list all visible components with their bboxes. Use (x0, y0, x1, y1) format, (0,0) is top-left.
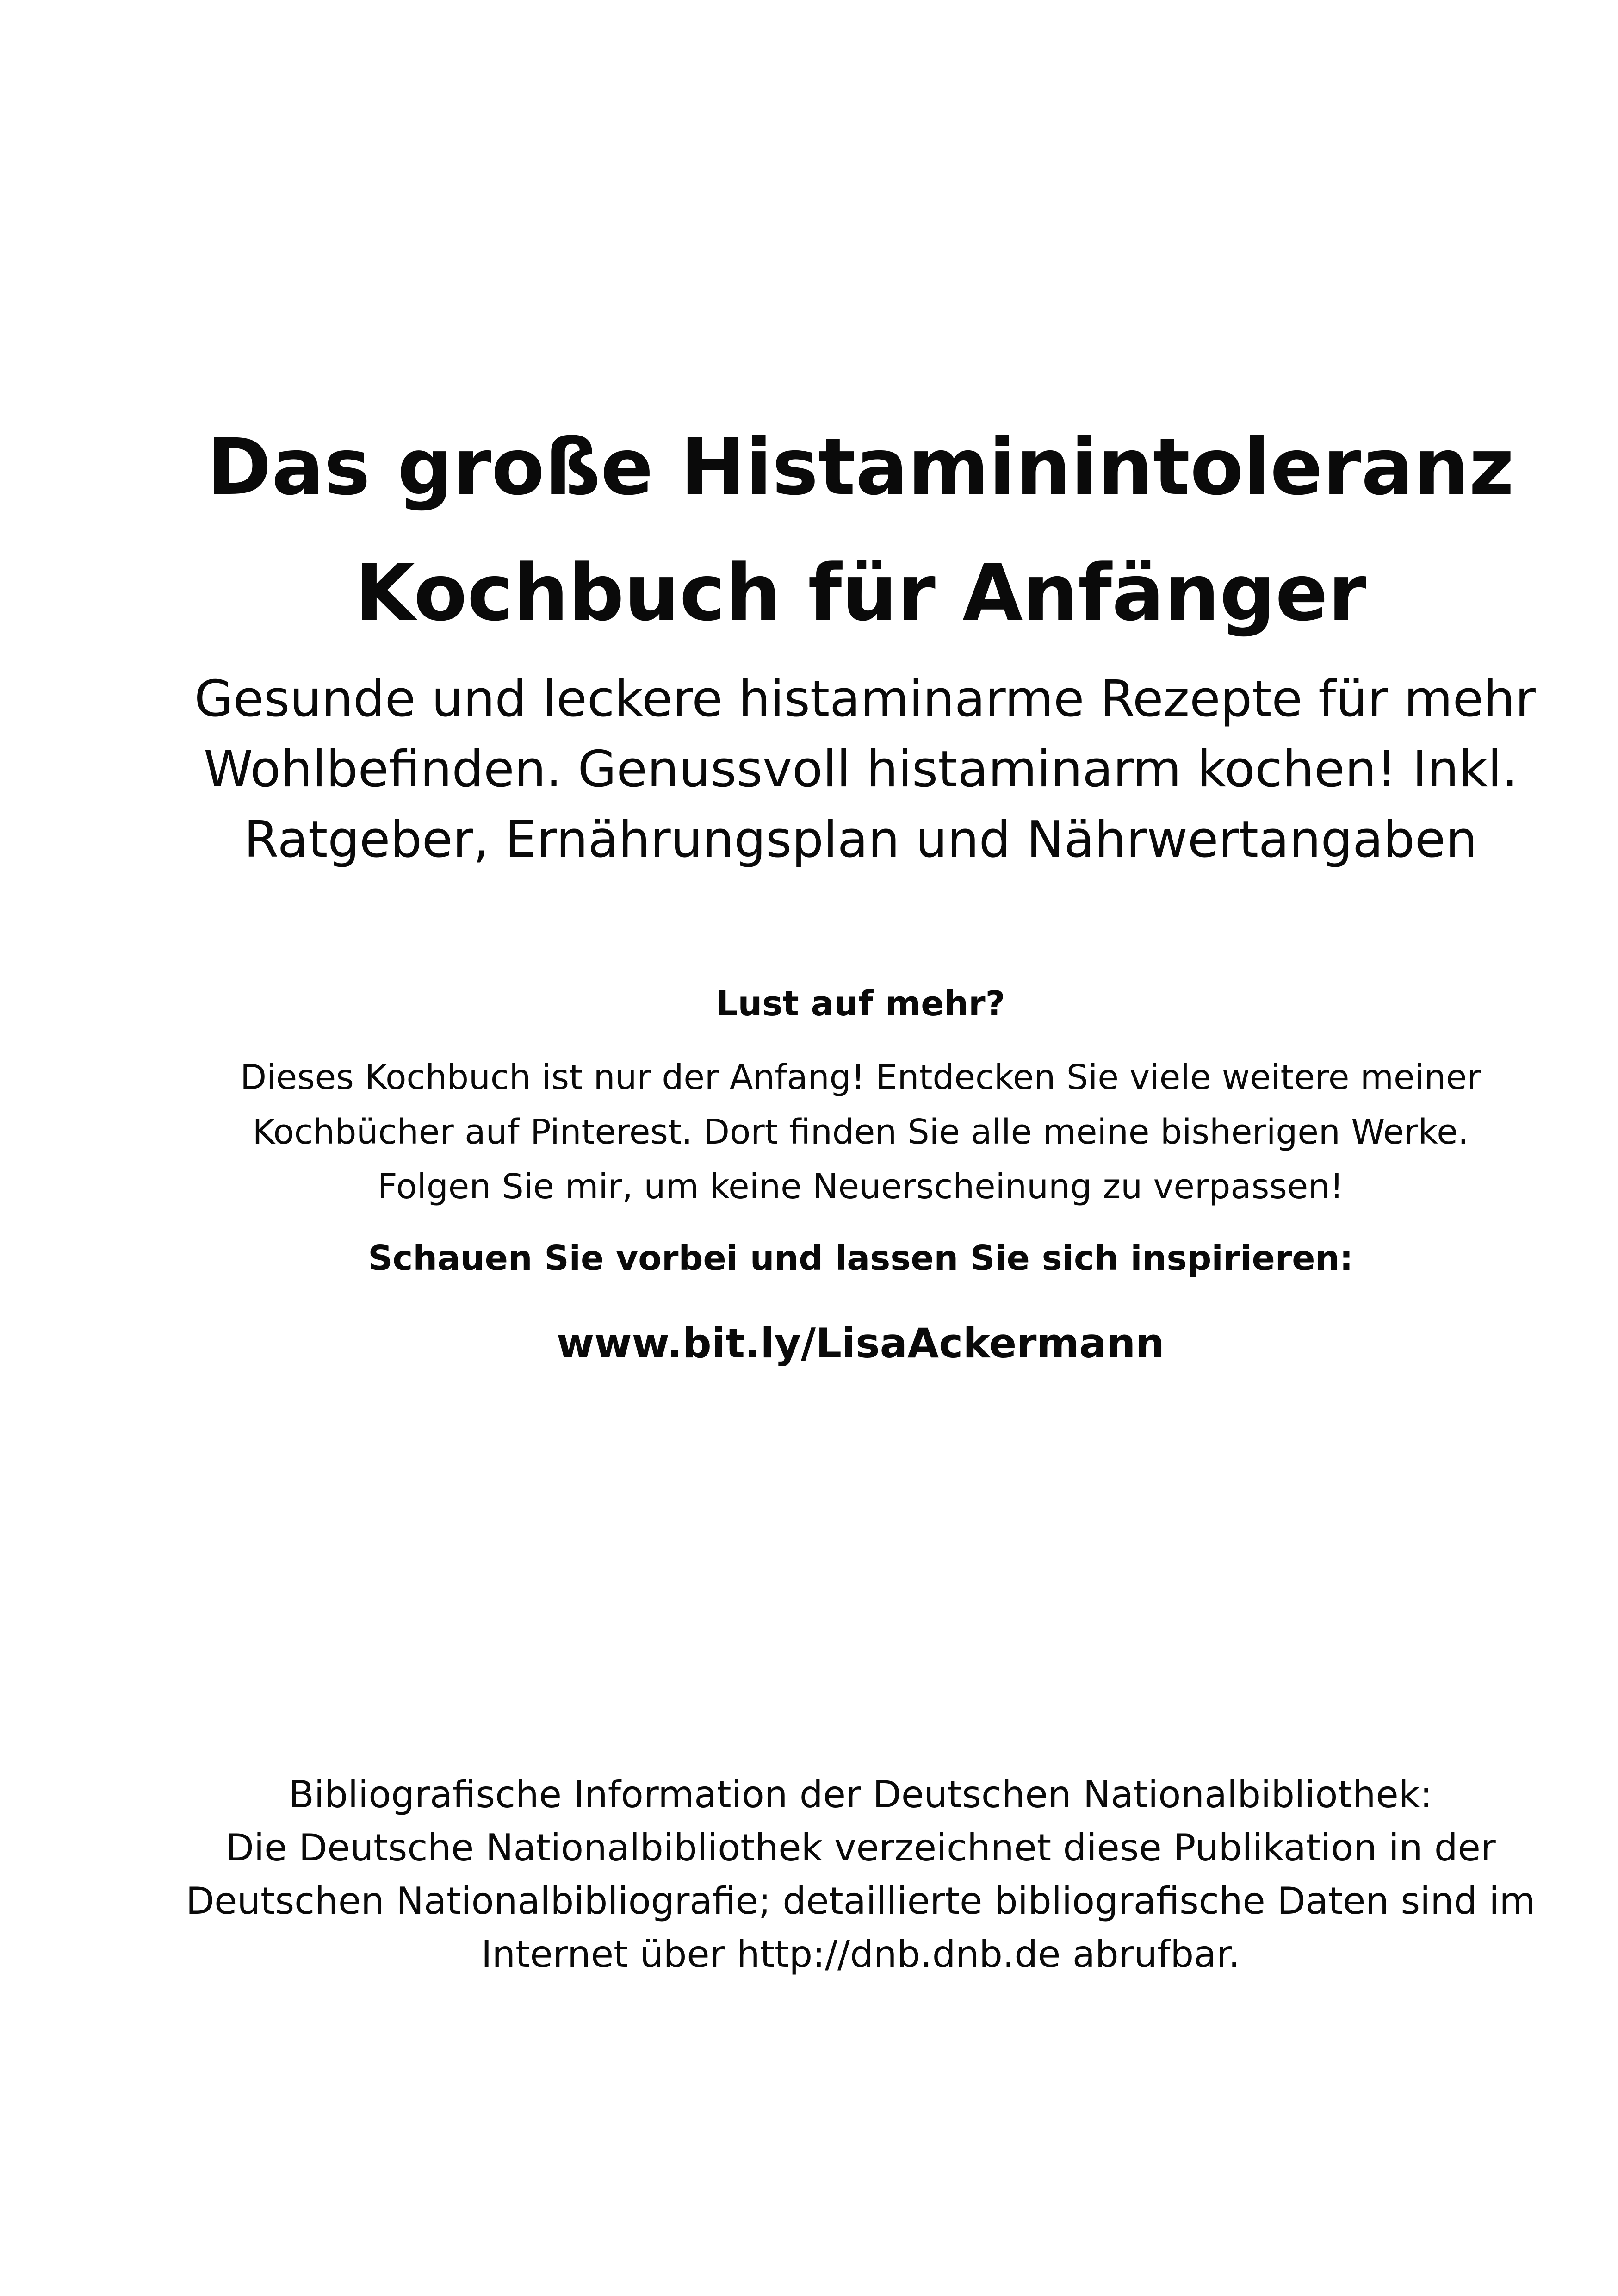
bibliographic-line-2: Die Deutsche Nationalbibliothek verzeichnet diese Publikation in der (225, 1826, 1496, 1869)
promo-heading: Lust auf mehr? (716, 984, 1005, 1024)
promo-text-line-3: Folgen Sie mir, um keine Neuerscheinung zu verpassen! (378, 1167, 1344, 1207)
book-subtitle-line-3: Ratgeber, Ernährungsplan und Nährwertangaben (244, 810, 1477, 869)
book-title (194, 404, 1527, 656)
book-subtitle-line-1: Gesunde und leckere histaminarme Rezepte für mehr (194, 670, 1536, 728)
promo-text-line-2: Kochbücher auf Pinterest. Dort finden Sie alle meine bisherigen Werke. (252, 1112, 1469, 1152)
book-subtitle (194, 664, 1536, 875)
book-subtitle-line-2: Wohlbefinden. Genussvoll histaminarm kochen! Inkl. (204, 740, 1518, 798)
bibliographic-line-4: Internet über http://dnb.dnb.de abrufbar. (481, 1933, 1240, 1976)
promo-call-to-action: Schauen Sie vorbei und lassen Sie sich inspirieren: (368, 1238, 1353, 1278)
book-title-line-2: Kochbuch für Anfänger (354, 547, 1367, 638)
promo-text (194, 1050, 1527, 1214)
bibliographic-line-3: Deutschen Nationalbibliografie; detaillierte bibliografische Daten sind im (186, 1879, 1536, 1923)
promo-text-line-1: Dieses Kochbuch ist nur der Anfang! Entdecken Sie viele weitere meiner (240, 1058, 1481, 1097)
bibliographic-information (185, 1768, 1536, 1981)
pinterest-link: www.bit.ly/LisaAckermann (557, 1319, 1165, 1367)
bibliographic-line-1: Bibliografische Information der Deutschen Nationalbibliothek: (289, 1773, 1432, 1816)
book-title-line-1: Das große Histaminintoleranz (207, 421, 1514, 512)
